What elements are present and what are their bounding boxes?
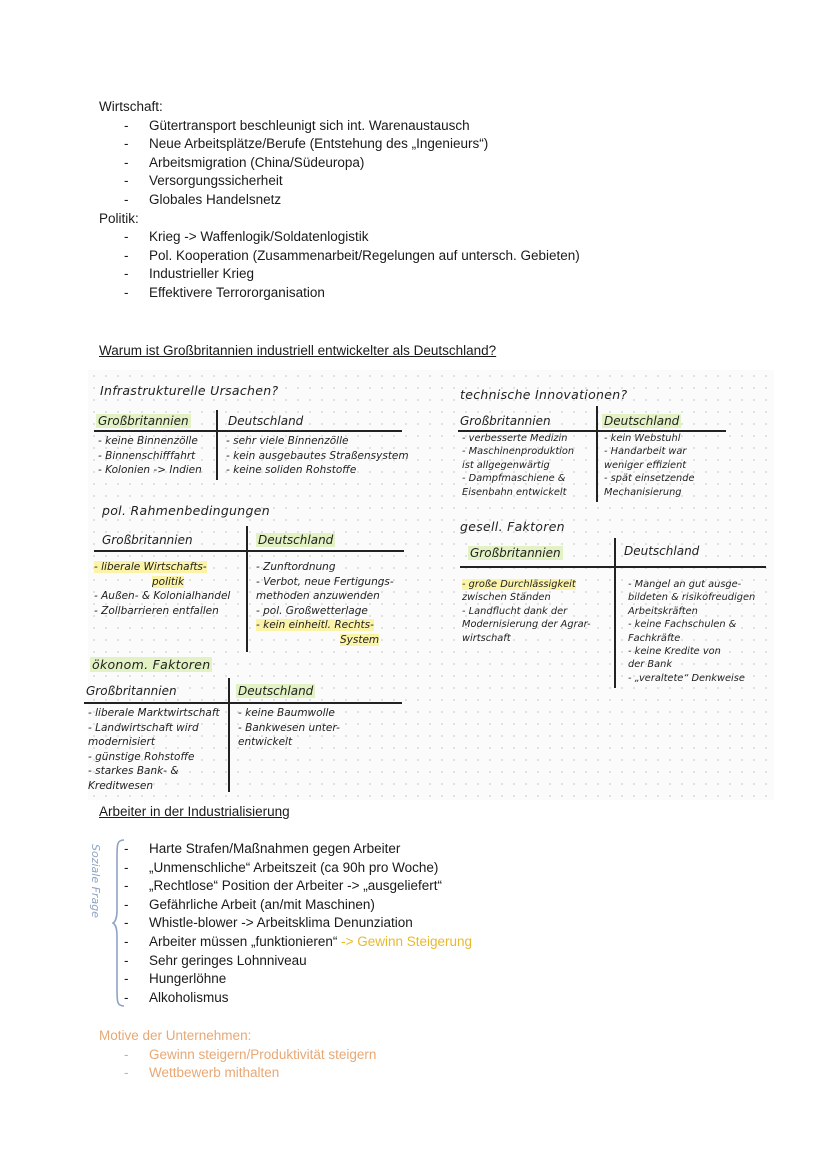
oek-col-gb: Großbritannien <box>86 684 177 698</box>
list-item: - Arbeitsmigration (China/Südeuropa) <box>99 154 580 173</box>
list-item: - Neue Arbeitsplätze/Berufe (Entstehung des „Ingenieurs“) <box>99 135 580 154</box>
list-item: - Sehr geringes Lohnniveau <box>99 952 472 971</box>
infra-title: Infrastrukturelle Ursachen? <box>100 383 279 398</box>
list-item: - Gütertransport beschleunigt sich int. Warenaustausch <box>99 117 580 136</box>
pol-title: pol. Rahmenbedingungen <box>102 503 270 518</box>
gesell-col-gb: Großbritannien <box>470 546 561 560</box>
infra-de-list: - sehr viele Binnenzölle - kein ausgebautes Straßensystem - keine soliden Rohstoffe <box>226 435 409 476</box>
list-item: - Versorgungssicherheit <box>99 172 580 191</box>
economy-politics-section <box>99 98 580 303</box>
pol-gb-list: - liberale Wirtschafts- politik - Außen- & Kolonialhandel - Zollbarrieren entfallen <box>94 561 231 617</box>
list-item: - Whistle-blower -> Arbeitsklima Denunziation <box>99 914 472 933</box>
infra-divider <box>216 410 218 480</box>
list-item: - Wettbewerb mithalten <box>99 1064 376 1083</box>
oek-rule <box>84 702 402 704</box>
pol-rule <box>94 550 404 552</box>
pol-de-list: - Zunftordnung - Verbot, neue Fertigungs- methoden anzuwenden - pol. Großwetterlage - kein einheitl. Rechts- System <box>256 561 394 646</box>
list-item: - Harte Strafen/Maßnahmen gegen Arbeiter <box>99 840 472 859</box>
infra-rule <box>94 430 402 432</box>
list-item: - Effektivere Terrororganisation <box>99 284 580 303</box>
list-item: - „Rechtlose“ Position der Arbeiter -> „ausgeliefert“ <box>99 877 472 896</box>
wirtschaft-list <box>99 117 580 210</box>
tech-de-list: - kein Webstuhl - Handarbeit war weniger effizient - spät einsetzende Mechanisierung <box>604 433 695 498</box>
profit-increase-note: -> Gewinn Steigerung <box>337 933 473 949</box>
list-item: - Industrieller Krieg <box>99 265 580 284</box>
list-item: - Arbeiter müssen „funktionieren“ -> Gewinn Steigerung <box>99 933 472 952</box>
gesell-divider <box>614 538 616 688</box>
tech-title: technische Innovationen? <box>460 387 628 402</box>
list-item: - Gefährliche Arbeit (an/mit Maschinen) <box>99 896 472 915</box>
list-item: - Globales Handelsnetz <box>99 191 580 210</box>
list-item: - Hungerlöhne <box>99 970 472 989</box>
politik-heading: Politik: <box>99 210 139 226</box>
infra-gb-list: - keine Binnenzölle - Binnenschifffahrt - Kolonien -> Indien <box>98 435 202 476</box>
tech-gb-list: - verbesserte Medizin - Maschinenproduktion ist allgegenwärtig - Dampfmaschiene & Eisenbahn entwickelt <box>462 433 575 498</box>
infra-col-gb: Großbritannien <box>98 414 189 428</box>
politik-list <box>99 228 580 302</box>
wirtschaft-heading: Wirtschaft: <box>99 99 163 114</box>
gesell-col-de: Deutschland <box>624 544 700 558</box>
arbeiter-heading: Arbeiter in der Industrialisierung <box>99 804 290 819</box>
handwritten-notes <box>88 370 774 800</box>
pol-col-de: Deutschland <box>258 533 334 547</box>
question-heading: Warum ist Großbritannien industriell entwickelter als Deutschland? <box>99 343 497 358</box>
oek-title: ökonom. Faktoren <box>92 657 211 672</box>
oek-de-list: - keine Baumwolle - Bankwesen unter- entwickelt <box>238 707 340 748</box>
list-item: - Gewinn steigern/Produktivität steigern <box>99 1046 376 1065</box>
pol-divider <box>246 526 248 652</box>
gesell-gb-list: - große Durchlässigkeit zwischen Ständen - Landflucht dank der Modernisierung der Agrar- wirtschaft <box>462 579 591 644</box>
infra-col-de: Deutschland <box>228 414 304 428</box>
list-item: - Pol. Kooperation (Zusammenarbeit/Regelungen auf untersch. Gebieten) <box>99 247 580 266</box>
tech-col-gb: Großbritannien <box>460 414 551 428</box>
side-label-text: Soziale Frage <box>89 844 102 918</box>
list-item: - Krieg -> Waffenlogik/Soldatenlogistik <box>99 228 580 247</box>
gesell-rule <box>460 566 766 568</box>
gesell-de-list: - Mangel an gut ausge- bildeten & risikofreudigen Arbeitskräften - keine Fachschulen & Fachkräfte - keine Kredite von der Bank - „veraltete“ Denkweise <box>628 579 756 684</box>
tech-divider <box>596 406 598 502</box>
oek-divider <box>228 678 230 792</box>
tech-col-de: Deutschland <box>604 414 680 428</box>
list-item: - Alkoholismus <box>99 989 472 1008</box>
list-item: - „Unmenschliche“ Arbeitszeit (ca 90h pro Woche) <box>99 859 472 878</box>
arbeiter-list <box>99 840 472 1007</box>
motive-section <box>99 1027 376 1083</box>
pol-col-gb: Großbritannien <box>102 533 193 547</box>
gesell-title: gesell. Faktoren <box>460 519 565 534</box>
oek-gb-list: - liberale Marktwirtschaft - Landwirtschaft wird modernisiert - günstige Rohstoffe - starkes Bank- & Kreditwesen <box>88 707 220 792</box>
motive-heading: Motive der Unternehmen: <box>99 1028 252 1043</box>
oek-col-de: Deutschland <box>238 684 314 698</box>
